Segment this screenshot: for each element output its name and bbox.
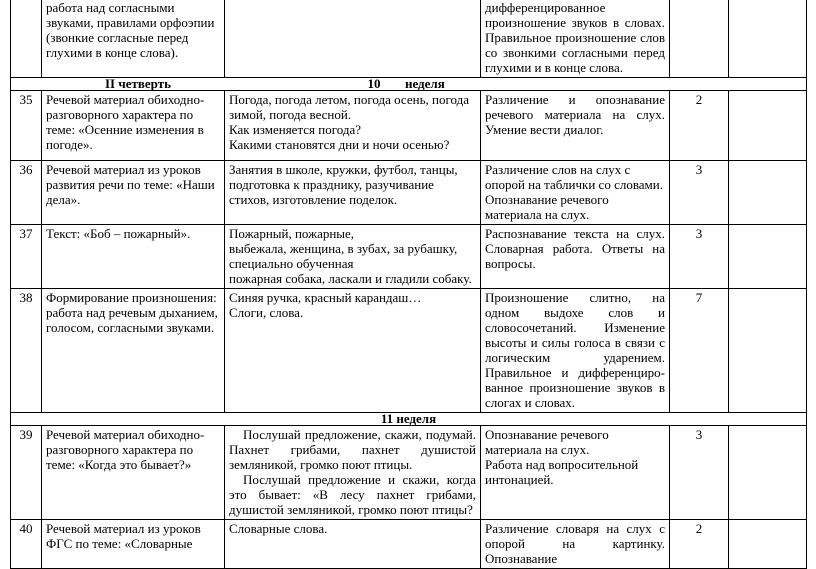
speech-line: Слоги, слова.: [229, 305, 304, 320]
activity-cell: Различение словаря на слух с опорой на картинку. Опознавание: [481, 520, 670, 569]
speech-material-cell: [225, 0, 481, 78]
speech-material-cell: [225, 91, 481, 161]
speech-line: Как изменяется погода?: [229, 122, 362, 137]
hours-cell: 7: [670, 289, 729, 413]
notes-cell: [729, 289, 807, 413]
topic-cell: работа над согласными звуками, правилами орфоэпии (звонкие согласные перед глухими в конце слова).: [42, 0, 225, 78]
table-row: [11, 289, 807, 413]
hours-cell: [670, 0, 729, 78]
topic-cell: Речевой материал обиходно-разговорного характера по теме: «Осенние изменения в погоде».: [42, 91, 225, 161]
row-number-cell: 36: [11, 161, 42, 225]
table-row: [11, 225, 807, 289]
table-row: [11, 426, 807, 520]
activity-cell: дифференцированное произношение звуков в словах. Правильное произношение слов со звонкими согласными перед глухими и в конце слова.: [481, 0, 670, 78]
speech-line: выбежала, женщина, в зубах, за рубашку, специально обученная: [229, 241, 458, 271]
table-row: [11, 520, 807, 569]
week-number: 10: [367, 76, 381, 91]
hours-cell: 3: [670, 225, 729, 289]
row-number-cell: 35: [11, 91, 42, 161]
activity-cell: Произношение слитно, на одном выдохе слов и словосочетаний. Изменение высоты и силы голоса в связи с логическим ударением. Правильное и дифференциро-ванное произношение звуков в слогах и словах.: [481, 289, 670, 413]
topic-cell: Речевой материал из уроков развития речи по теме: «Наши дела».: [42, 161, 225, 225]
activity-cell: Различение и опознавание речевого материала на слух. Умение вести диалог.: [481, 91, 670, 161]
activity-line: Опознавание речевого материала на слух.: [485, 427, 609, 457]
speech-material-cell: Словарные слова.: [225, 520, 481, 569]
speech-material-cell: [225, 225, 481, 289]
speech-material-cell: [225, 289, 481, 413]
week-label: 11 неделя: [11, 413, 807, 426]
hours-cell: 3: [670, 161, 729, 225]
speech-line: Погода, погода летом, погода осень, погода зимой, погода весной.: [229, 92, 469, 122]
speech-line: Какими становятся дни и ночи осенью?: [229, 137, 450, 152]
row-number-cell: 39: [11, 426, 42, 520]
row-number-cell: 37: [11, 225, 42, 289]
notes-cell: [729, 91, 807, 161]
notes-cell: [729, 520, 807, 569]
topic-cell: Текст: «Боб – пожарный».: [42, 225, 225, 289]
speech-paragraph: Послушай предложение, скажи, подумай. Пахнет грибами, пахнет душистой земляникой, громко поют птицы.: [229, 427, 476, 472]
topic-cell: Речевой материал из уроков ФГС по теме: «Словарные: [42, 520, 225, 569]
week-label: неделя: [404, 76, 445, 91]
notes-cell: [729, 426, 807, 520]
row-number-cell: [11, 0, 42, 78]
hours-cell: 2: [670, 520, 729, 569]
speech-line: Синяя ручка, красный карандаш…: [229, 290, 422, 305]
topic-cell: Формирование произношения: работа над речевым дыханием, голосом, согласными звуками.: [42, 289, 225, 413]
activity-line: Работа над вопросительной интонацией.: [485, 457, 639, 487]
row-number-cell: 40: [11, 520, 42, 569]
quarter-label: II четверть: [105, 76, 171, 91]
notes-cell: [729, 161, 807, 225]
topic-cell: Речевой материал обиходно-разговорного характера по теме: «Когда это бывает?»: [42, 426, 225, 520]
activity-cell: Распознавание текста на слух. Словарная работа. Ответы на вопросы.: [481, 225, 670, 289]
curriculum-table: [10, 0, 807, 569]
activity-cell: Различение слов на слух с опорой на таблички со словами. Опознавание речевого материала на слух.: [481, 161, 670, 225]
speech-line: Пожарный, пожарные,: [229, 226, 355, 241]
activity-cell: [481, 426, 670, 520]
table-row: [11, 0, 807, 78]
notes-cell: [729, 225, 807, 289]
notes-cell: [729, 0, 807, 78]
quarter-header-row: [11, 78, 807, 91]
table-row: [11, 161, 807, 225]
hours-cell: 2: [670, 91, 729, 161]
row-number-cell: 38: [11, 289, 42, 413]
table-row: [11, 91, 807, 161]
week-header-row: [11, 413, 807, 426]
speech-material-cell: Занятия в школе, кружки, футбол, танцы, подготовка к празднику, разучивание стихов, изготовление поделок.: [225, 161, 481, 225]
speech-material-cell: [225, 426, 481, 520]
speech-paragraph: Послушай предложение и скажи, когда это бывает: «В лесу пахнет грибами, душистой земляникой, громко поют птицы?: [229, 472, 476, 517]
speech-line: пожарная собака, ласкали и гладили собаку.: [229, 271, 472, 286]
hours-cell: 3: [670, 426, 729, 520]
